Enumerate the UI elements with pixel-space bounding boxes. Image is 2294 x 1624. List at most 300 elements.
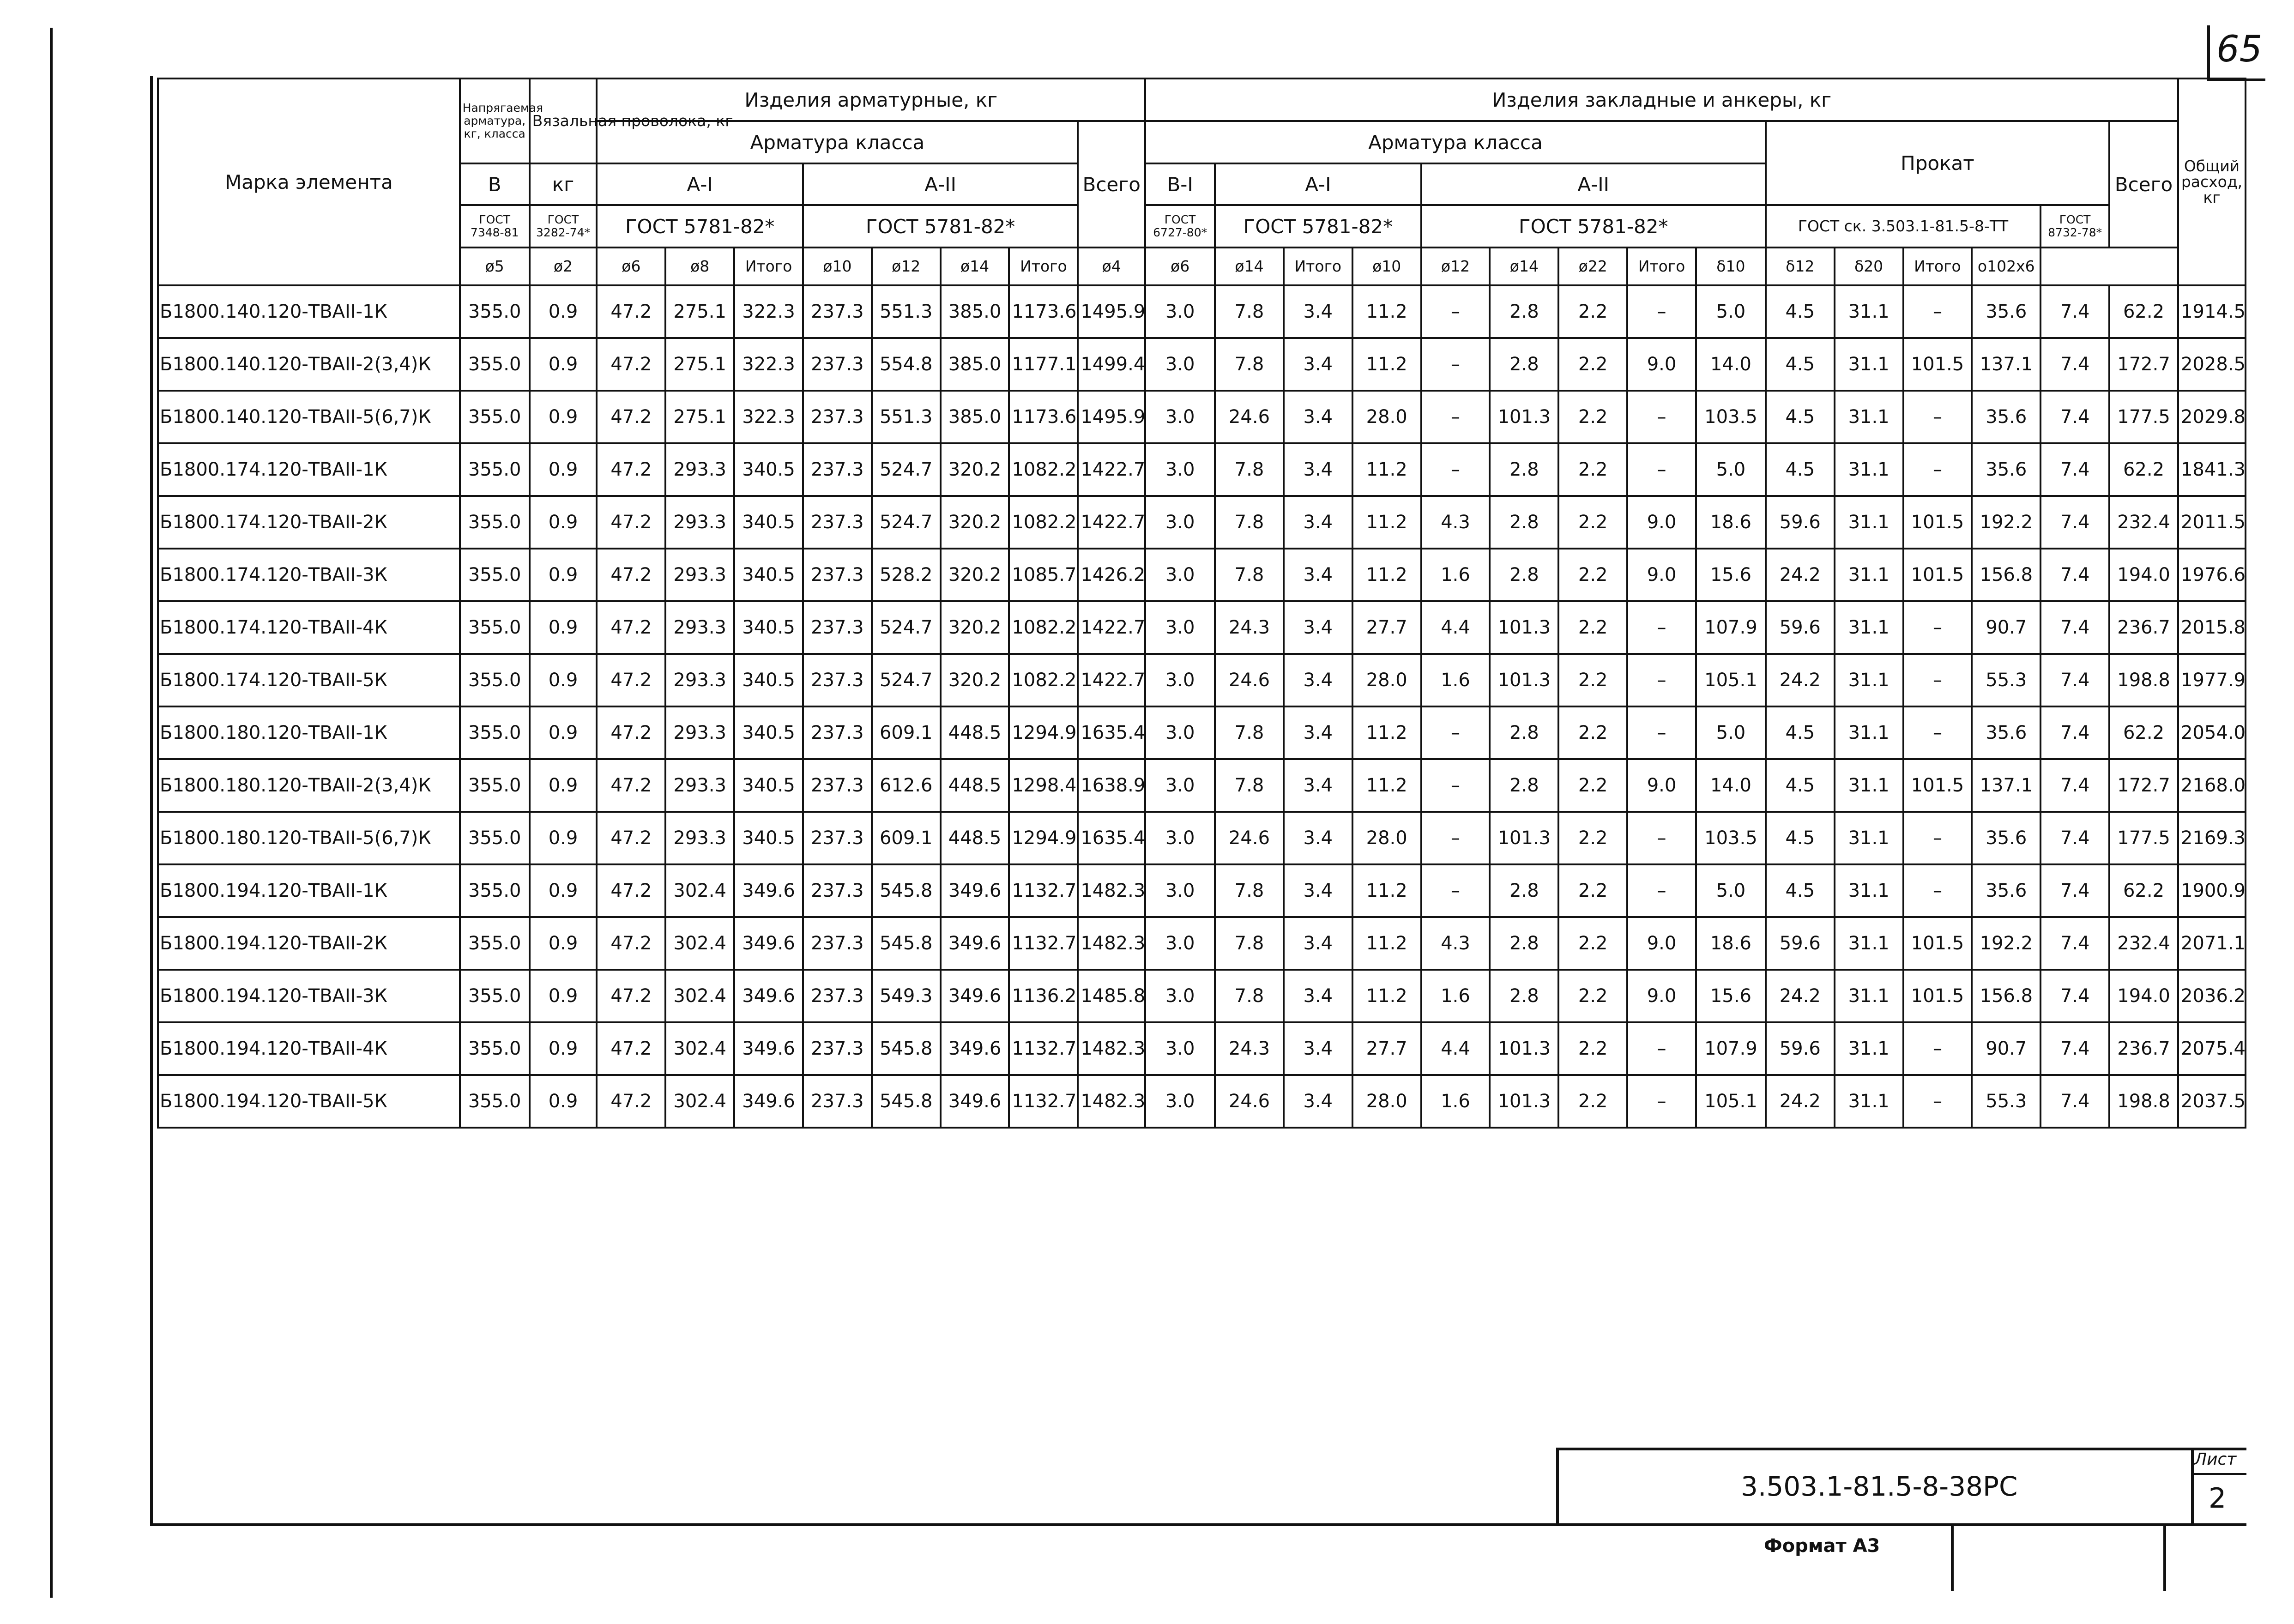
value-cell: 7.4 [2040, 812, 2109, 864]
value-cell: 355.0 [460, 706, 530, 759]
value-cell: 3.0 [1145, 864, 1215, 917]
diam-header: ø22 [1558, 248, 1627, 285]
value-cell: 1422.7 [1078, 496, 1145, 549]
value-cell: 0.9 [530, 443, 597, 496]
value-cell: 275.1 [665, 391, 734, 443]
header-gost-3282: ГОСТ 3282-74* [530, 205, 597, 248]
diam-header: ø6 [597, 248, 665, 285]
value-cell: 549.3 [872, 970, 941, 1022]
value-cell: 105.1 [1696, 1075, 1766, 1128]
table-row [158, 1075, 2246, 1128]
value-cell: 2.2 [1558, 549, 1627, 601]
value-cell: 2028.5 [2178, 338, 2246, 391]
header-tension-reinf: Напрягаемая арматура, кг, класса [460, 78, 530, 163]
value-cell: 3.0 [1145, 917, 1215, 970]
value-cell: 31.1 [1835, 1022, 1903, 1075]
value-cell: 236.7 [2109, 601, 2178, 654]
value-cell: 3.4 [1284, 1022, 1352, 1075]
value-cell: 47.2 [597, 391, 665, 443]
value-cell: 7.8 [1215, 549, 1284, 601]
value-cell: 237.3 [803, 338, 872, 391]
header-gost-6727: ГОСТ 6727-80* [1145, 205, 1215, 248]
value-cell: 156.8 [1972, 970, 2040, 1022]
value-cell: 2075.4 [2178, 1022, 2246, 1075]
value-cell: 177.5 [2109, 812, 2178, 864]
value-cell: 24.6 [1215, 812, 1284, 864]
value-cell: 1132.7 [1009, 1075, 1078, 1128]
value-cell: 0.9 [530, 391, 597, 443]
value-cell: 7.4 [2040, 706, 2109, 759]
value-cell: 1173.6 [1009, 285, 1078, 338]
value-cell: 0.9 [530, 601, 597, 654]
value-cell: 1294.9 [1009, 812, 1078, 864]
value-cell: 3.0 [1145, 391, 1215, 443]
value-cell: 349.6 [941, 970, 1009, 1022]
value-cell: 237.3 [803, 285, 872, 338]
value-cell: 7.4 [2040, 759, 2109, 812]
value-cell: 237.3 [803, 759, 872, 812]
value-cell: 62.2 [2109, 706, 2178, 759]
value-cell: 237.3 [803, 812, 872, 864]
value-cell: 2.2 [1558, 864, 1627, 917]
value-cell: 194.0 [2109, 549, 2178, 601]
value-cell: 2.2 [1558, 917, 1627, 970]
value-cell: 101.5 [1903, 970, 1972, 1022]
value-cell: – [1627, 601, 1696, 654]
value-cell: 3.4 [1284, 285, 1352, 338]
element-mark-cell: Б1800.180.120-ТВАII-5(6,7)К [158, 812, 460, 864]
value-cell: 4.5 [1766, 812, 1835, 864]
header-class-a2: А-II [803, 163, 1078, 205]
value-cell: 237.3 [803, 391, 872, 443]
diam-header: ø12 [1421, 248, 1490, 285]
header-total: Всего [1078, 121, 1145, 248]
value-cell: 1499.4 [1078, 338, 1145, 391]
value-cell: 107.9 [1696, 601, 1766, 654]
value-cell: 11.2 [1352, 285, 1421, 338]
value-cell: 355.0 [460, 338, 530, 391]
value-cell: 7.4 [2040, 1022, 2109, 1075]
diam-header: ø5 [460, 248, 530, 285]
element-mark-cell: Б1800.194.120-ТВАII-5К [158, 1075, 460, 1128]
header-reinf-class-2: Арматура класса [1145, 121, 1766, 163]
table-row [158, 338, 2246, 391]
value-cell: 349.6 [734, 917, 803, 970]
header-mark: Марка элемента [158, 78, 460, 285]
value-cell: 4.5 [1766, 759, 1835, 812]
value-cell: 11.2 [1352, 864, 1421, 917]
value-cell: 59.6 [1766, 1022, 1835, 1075]
value-cell: 24.3 [1215, 601, 1284, 654]
element-mark-cell: Б1800.140.120-ТВАII-2(3,4)К [158, 338, 460, 391]
value-cell: 0.9 [530, 812, 597, 864]
value-cell: – [1903, 601, 1972, 654]
document-designation: 3.503.1-81.5-8-38РС [1741, 1471, 2018, 1502]
value-cell: 28.0 [1352, 812, 1421, 864]
header-total-2: Всего [2109, 121, 2178, 248]
diam-header: ø4 [1078, 248, 1145, 285]
value-cell: 35.6 [1972, 812, 2040, 864]
header-tying-wire: Вязальная проволока, кг [530, 78, 597, 163]
value-cell: 11.2 [1352, 443, 1421, 496]
value-cell: 237.3 [803, 443, 872, 496]
header-reinf-products: Изделия арматурные, кг [597, 78, 1145, 121]
value-cell: 349.6 [734, 970, 803, 1022]
value-cell: 4.5 [1766, 285, 1835, 338]
value-cell: 1.6 [1421, 1075, 1490, 1128]
diam-header: Итого [1009, 248, 1078, 285]
value-cell: 192.2 [1972, 496, 2040, 549]
value-cell: 293.3 [665, 549, 734, 601]
value-cell: 3.4 [1284, 759, 1352, 812]
value-cell: 1914.5 [2178, 285, 2246, 338]
page-number: 65 [2216, 29, 2263, 70]
value-cell: 2.8 [1490, 338, 1558, 391]
value-cell: 1426.2 [1078, 549, 1145, 601]
table-row [158, 706, 2246, 759]
value-cell: 27.7 [1352, 1022, 1421, 1075]
element-mark-cell: Б1800.174.120-ТВАII-1К [158, 443, 460, 496]
value-cell: 0.9 [530, 549, 597, 601]
value-cell: 1132.7 [1009, 917, 1078, 970]
value-cell: 47.2 [597, 338, 665, 391]
value-cell: – [1421, 864, 1490, 917]
value-cell: 62.2 [2109, 864, 2178, 917]
value-cell: 59.6 [1766, 496, 1835, 549]
value-cell: 1900.9 [2178, 864, 2246, 917]
value-cell: 3.4 [1284, 917, 1352, 970]
value-cell: 1841.3 [2178, 443, 2246, 496]
value-cell: 1495.9 [1078, 285, 1145, 338]
table-row [158, 391, 2246, 443]
value-cell: 2.2 [1558, 443, 1627, 496]
value-cell: 340.5 [734, 443, 803, 496]
value-cell: 3.0 [1145, 654, 1215, 706]
value-cell: – [1627, 443, 1696, 496]
element-mark-cell: Б1800.180.120-ТВАII-1К [158, 706, 460, 759]
value-cell: 3.4 [1284, 812, 1352, 864]
value-cell: 11.2 [1352, 338, 1421, 391]
value-cell: 0.9 [530, 1022, 597, 1075]
value-cell: 2.8 [1490, 759, 1558, 812]
value-cell: 3.0 [1145, 1022, 1215, 1075]
value-cell: 2.2 [1558, 1075, 1627, 1128]
value-cell: 3.0 [1145, 812, 1215, 864]
value-cell: 320.2 [941, 549, 1009, 601]
value-cell: 320.2 [941, 601, 1009, 654]
value-cell: 524.7 [872, 601, 941, 654]
value-cell: 0.9 [530, 1075, 597, 1128]
value-cell: 1298.4 [1009, 759, 1078, 812]
table-row [158, 864, 2246, 917]
value-cell: 448.5 [941, 706, 1009, 759]
value-cell: 31.1 [1835, 338, 1903, 391]
value-cell: 24.2 [1766, 654, 1835, 706]
value-cell: 2.8 [1490, 970, 1558, 1022]
header-class-a1-b: А-I [1215, 163, 1421, 205]
value-cell: 28.0 [1352, 654, 1421, 706]
value-cell: 355.0 [460, 759, 530, 812]
value-cell: 4.5 [1766, 706, 1835, 759]
element-mark-cell: Б1800.194.120-ТВАII-1К [158, 864, 460, 917]
value-cell: 3.4 [1284, 338, 1352, 391]
value-cell: 237.3 [803, 601, 872, 654]
value-cell: 3.4 [1284, 601, 1352, 654]
sheet-number: 2 [2209, 1482, 2227, 1515]
value-cell: 4.5 [1766, 338, 1835, 391]
value-cell: 340.5 [734, 496, 803, 549]
value-cell: 90.7 [1972, 601, 2040, 654]
value-cell: 2.2 [1558, 759, 1627, 812]
diam-header: Итого [1903, 248, 1972, 285]
value-cell: 47.2 [597, 285, 665, 338]
value-cell: 2.2 [1558, 391, 1627, 443]
value-cell: 2015.8 [2178, 601, 2246, 654]
value-cell: 101.3 [1490, 812, 1558, 864]
value-cell: 47.2 [597, 601, 665, 654]
value-cell: 3.4 [1284, 970, 1352, 1022]
value-cell: 59.6 [1766, 917, 1835, 970]
value-cell: 59.6 [1766, 601, 1835, 654]
value-cell: 528.2 [872, 549, 941, 601]
value-cell: – [1627, 706, 1696, 759]
value-cell: 101.5 [1903, 496, 1972, 549]
value-cell: 355.0 [460, 601, 530, 654]
value-cell: 35.6 [1972, 391, 2040, 443]
value-cell: – [1627, 1022, 1696, 1075]
value-cell: 609.1 [872, 706, 941, 759]
value-cell: 1422.7 [1078, 601, 1145, 654]
value-cell: 11.2 [1352, 759, 1421, 812]
value-cell: 302.4 [665, 1022, 734, 1075]
header-embedded-products: Изделия закладные и анкеры, кг [1145, 78, 2178, 121]
value-cell: 1977.9 [2178, 654, 2246, 706]
value-cell: 1482.3 [1078, 864, 1145, 917]
header-gost-7348: ГОСТ 7348-81 [460, 205, 530, 248]
diam-header: Итого [1627, 248, 1696, 285]
value-cell: 137.1 [1972, 338, 2040, 391]
value-cell: 3.0 [1145, 549, 1215, 601]
value-cell: 7.8 [1215, 285, 1284, 338]
value-cell: – [1627, 285, 1696, 338]
value-cell: 355.0 [460, 654, 530, 706]
value-cell: 237.3 [803, 970, 872, 1022]
value-cell: 101.3 [1490, 601, 1558, 654]
diam-header: Итого [1284, 248, 1352, 285]
table-row [158, 812, 2246, 864]
value-cell: 3.0 [1145, 759, 1215, 812]
value-cell: 232.4 [2109, 496, 2178, 549]
header-gost-8732: ГОСТ 8732-78* [2040, 205, 2109, 248]
value-cell: 172.7 [2109, 759, 2178, 812]
value-cell: 349.6 [734, 864, 803, 917]
value-cell: 35.6 [1972, 706, 2040, 759]
value-cell: 31.1 [1835, 654, 1903, 706]
value-cell: 3.4 [1284, 1075, 1352, 1128]
value-cell: 2.2 [1558, 285, 1627, 338]
value-cell: 3.4 [1284, 864, 1352, 917]
value-cell: 55.3 [1972, 1075, 2040, 1128]
value-cell: 103.5 [1696, 812, 1766, 864]
value-cell: 14.0 [1696, 338, 1766, 391]
value-cell: 1132.7 [1009, 864, 1078, 917]
value-cell: 7.8 [1215, 864, 1284, 917]
value-cell: 7.4 [2040, 970, 2109, 1022]
value-cell: 31.1 [1835, 864, 1903, 917]
value-cell: 3.0 [1145, 496, 1215, 549]
table-row [158, 917, 2246, 970]
value-cell: 554.8 [872, 338, 941, 391]
value-cell: 1177.1 [1009, 338, 1078, 391]
value-cell: 24.3 [1215, 1022, 1284, 1075]
value-cell: 237.3 [803, 864, 872, 917]
value-cell: 3.4 [1284, 654, 1352, 706]
value-cell: 101.3 [1490, 391, 1558, 443]
value-cell: 4.4 [1421, 601, 1490, 654]
value-cell: 3.0 [1145, 443, 1215, 496]
value-cell: 385.0 [941, 338, 1009, 391]
value-cell: 355.0 [460, 443, 530, 496]
value-cell: 293.3 [665, 654, 734, 706]
value-cell: 2.8 [1490, 285, 1558, 338]
value-cell: 1635.4 [1078, 812, 1145, 864]
value-cell: 349.6 [734, 1075, 803, 1128]
value-cell: 355.0 [460, 1075, 530, 1128]
value-cell: 47.2 [597, 443, 665, 496]
value-cell: 2.2 [1558, 1022, 1627, 1075]
value-cell: 9.0 [1627, 338, 1696, 391]
table-row [158, 759, 2246, 812]
value-cell: 47.2 [597, 496, 665, 549]
value-cell: 385.0 [941, 285, 1009, 338]
value-cell: 302.4 [665, 864, 734, 917]
value-cell: – [1903, 864, 1972, 917]
value-cell: 28.0 [1352, 391, 1421, 443]
value-cell: 4.5 [1766, 443, 1835, 496]
value-cell: 3.4 [1284, 443, 1352, 496]
table-row [158, 496, 2246, 549]
value-cell: 1082.2 [1009, 601, 1078, 654]
value-cell: 1132.7 [1009, 1022, 1078, 1075]
value-cell: 551.3 [872, 391, 941, 443]
value-cell: 2.8 [1490, 864, 1558, 917]
diam-header: δ10 [1696, 248, 1766, 285]
value-cell: 5.0 [1696, 285, 1766, 338]
value-cell: 7.4 [2040, 601, 2109, 654]
value-cell: 7.4 [2040, 917, 2109, 970]
value-cell: 1082.2 [1009, 443, 1078, 496]
value-cell: 448.5 [941, 759, 1009, 812]
value-cell: 18.6 [1696, 917, 1766, 970]
value-cell: 1.6 [1421, 549, 1490, 601]
value-cell: 2011.5 [2178, 496, 2246, 549]
value-cell: 7.4 [2040, 864, 2109, 917]
value-cell: 35.6 [1972, 285, 2040, 338]
value-cell: 27.7 [1352, 601, 1421, 654]
value-cell: 340.5 [734, 759, 803, 812]
value-cell: 101.3 [1490, 654, 1558, 706]
value-cell: 47.2 [597, 759, 665, 812]
value-cell: – [1627, 1075, 1696, 1128]
value-cell: 194.0 [2109, 970, 2178, 1022]
value-cell: 5.0 [1696, 443, 1766, 496]
element-mark-cell: Б1800.174.120-ТВАII-2К [158, 496, 460, 549]
diam-header: ø12 [872, 248, 941, 285]
value-cell: 31.1 [1835, 391, 1903, 443]
format-label: Формат А3 [1764, 1535, 1880, 1557]
value-cell: 320.2 [941, 443, 1009, 496]
value-cell: – [1421, 443, 1490, 496]
value-cell: – [1421, 812, 1490, 864]
value-cell: 177.5 [2109, 391, 2178, 443]
value-cell: 31.1 [1835, 443, 1903, 496]
header-overall: Общий расход, кг [2178, 78, 2246, 285]
value-cell: 524.7 [872, 496, 941, 549]
value-cell: 24.6 [1215, 654, 1284, 706]
value-cell: 551.3 [872, 285, 941, 338]
value-cell: 2169.3 [2178, 812, 2246, 864]
value-cell: – [1627, 864, 1696, 917]
value-cell: 7.4 [2040, 654, 2109, 706]
value-cell: 545.8 [872, 864, 941, 917]
value-cell: 3.0 [1145, 601, 1215, 654]
value-cell: 2036.2 [2178, 970, 2246, 1022]
value-cell: 24.2 [1766, 1075, 1835, 1128]
value-cell: – [1903, 706, 1972, 759]
value-cell: 1482.3 [1078, 1022, 1145, 1075]
value-cell: 0.9 [530, 759, 597, 812]
value-cell: 0.9 [530, 496, 597, 549]
value-cell: 1495.9 [1078, 391, 1145, 443]
value-cell: 7.4 [2040, 338, 2109, 391]
value-cell: 90.7 [1972, 1022, 2040, 1075]
value-cell: 1638.9 [1078, 759, 1145, 812]
value-cell: 340.5 [734, 812, 803, 864]
diam-header: о102х6 [1972, 248, 2040, 285]
table-row [158, 654, 2246, 706]
value-cell: 355.0 [460, 864, 530, 917]
value-cell: 2071.1 [2178, 917, 2246, 970]
value-cell: 7.8 [1215, 496, 1284, 549]
value-cell: 293.3 [665, 601, 734, 654]
header-gost-sk: ГОСТ ск. 3.503.1-81.5-8-ТТ [1766, 205, 2040, 248]
header-gost-5781-d: ГОСТ 5781-82* [1421, 205, 1766, 248]
table-row [158, 443, 2246, 496]
value-cell: 7.8 [1215, 443, 1284, 496]
value-cell: 47.2 [597, 1075, 665, 1128]
value-cell: 237.3 [803, 706, 872, 759]
value-cell: 355.0 [460, 496, 530, 549]
value-cell: 1082.2 [1009, 496, 1078, 549]
value-cell: 2.8 [1490, 549, 1558, 601]
value-cell: 302.4 [665, 970, 734, 1022]
value-cell: – [1421, 759, 1490, 812]
sheet-label: Лист [2194, 1450, 2237, 1469]
value-cell: 3.0 [1145, 706, 1215, 759]
value-cell: 31.1 [1835, 496, 1903, 549]
value-cell: 9.0 [1627, 917, 1696, 970]
value-cell: 355.0 [460, 391, 530, 443]
value-cell: 47.2 [597, 1022, 665, 1075]
value-cell: 47.2 [597, 812, 665, 864]
value-cell: – [1903, 1022, 1972, 1075]
diam-header: ø14 [1490, 248, 1558, 285]
value-cell: 7.4 [2040, 443, 2109, 496]
header-reinf-class: Арматура класса [597, 121, 1078, 163]
value-cell: 31.1 [1835, 706, 1903, 759]
value-cell: – [1421, 391, 1490, 443]
value-cell: 275.1 [665, 338, 734, 391]
